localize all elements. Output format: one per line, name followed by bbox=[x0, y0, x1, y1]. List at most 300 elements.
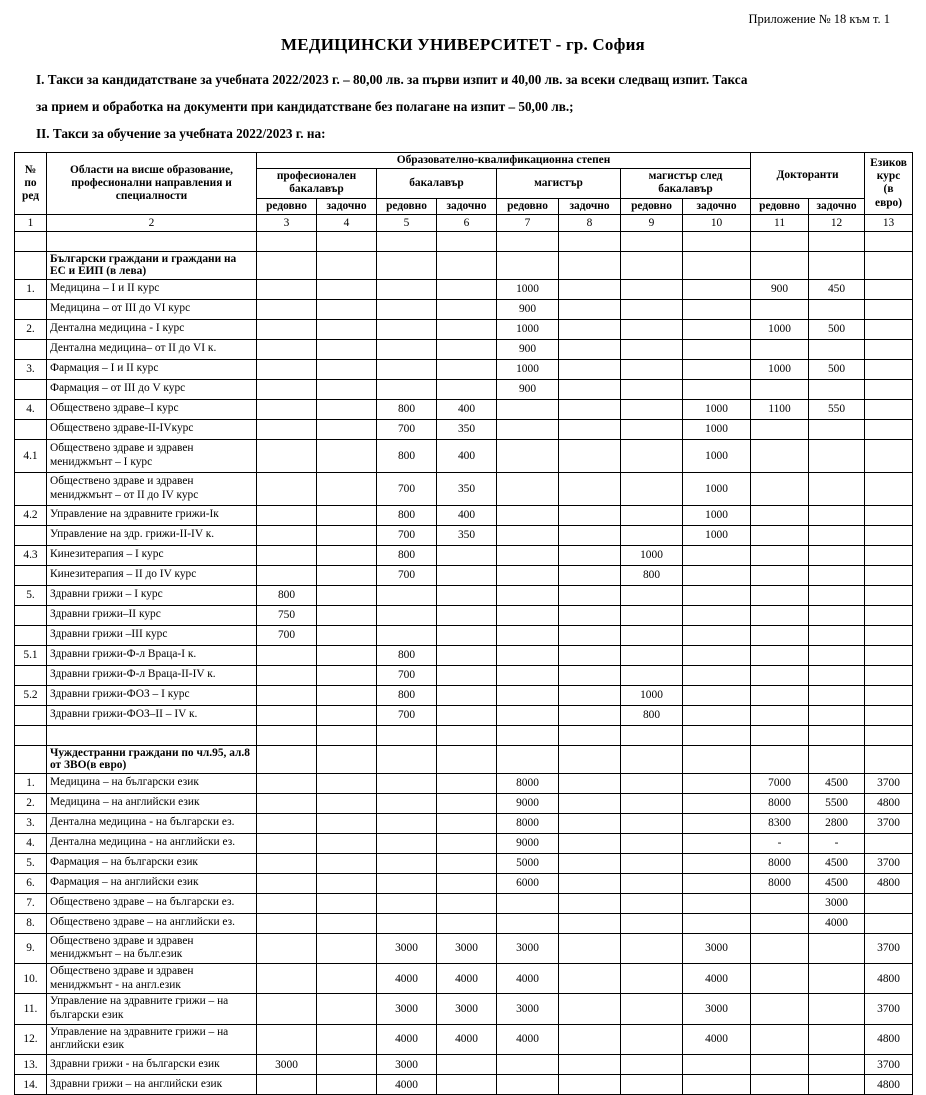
row-value-col12: 500 bbox=[809, 359, 865, 379]
spacer-cell bbox=[559, 231, 621, 251]
row-value-col10 bbox=[683, 893, 751, 913]
gap-cell bbox=[317, 725, 377, 745]
row-value-col9 bbox=[621, 379, 683, 399]
row-value-col12 bbox=[809, 299, 865, 319]
row-value-col13: 4800 bbox=[865, 1024, 913, 1054]
row-value-col11: 1100 bbox=[751, 399, 809, 419]
row-value-col5 bbox=[377, 625, 437, 645]
row-value-col5: 700 bbox=[377, 419, 437, 439]
table-row bbox=[15, 1075, 913, 1095]
intro-text bbox=[36, 67, 904, 146]
row-value-col4 bbox=[317, 625, 377, 645]
row-value-col9 bbox=[621, 964, 683, 994]
row-value-col6 bbox=[437, 585, 497, 605]
table-row bbox=[15, 525, 913, 545]
row-value-col5: 800 bbox=[377, 505, 437, 525]
table-row bbox=[15, 585, 913, 605]
row-value-col6 bbox=[437, 379, 497, 399]
section-empty-cell bbox=[683, 745, 751, 773]
row-value-col11 bbox=[751, 525, 809, 545]
row-value-col8 bbox=[559, 279, 621, 299]
colnum-11: 11 bbox=[751, 214, 809, 231]
row-number: 7. bbox=[15, 893, 47, 913]
table-row bbox=[15, 339, 913, 359]
row-value-col13 bbox=[865, 913, 913, 933]
row-value-col7 bbox=[497, 585, 559, 605]
row-value-col6 bbox=[437, 565, 497, 585]
row-value-col4 bbox=[317, 933, 377, 963]
row-value-col11 bbox=[751, 913, 809, 933]
table-row bbox=[15, 419, 913, 439]
row-field-name: Здравни грижи-ФОЗ–II – IV к. bbox=[47, 705, 257, 725]
row-value-col3 bbox=[257, 299, 317, 319]
row-value-col5: 3000 bbox=[377, 933, 437, 963]
row-value-col10: 1000 bbox=[683, 472, 751, 505]
row-value-col5 bbox=[377, 913, 437, 933]
row-field-name: Дентална медицина - на английски ез. bbox=[47, 833, 257, 853]
row-value-col6 bbox=[437, 665, 497, 685]
row-value-col10: 4000 bbox=[683, 964, 751, 994]
row-value-col13 bbox=[865, 399, 913, 419]
row-value-col11 bbox=[751, 1075, 809, 1095]
row-value-col4 bbox=[317, 439, 377, 472]
row-value-col7: 900 bbox=[497, 299, 559, 319]
row-value-col8 bbox=[559, 853, 621, 873]
row-value-col9 bbox=[621, 913, 683, 933]
row-value-col12: 4500 bbox=[809, 853, 865, 873]
row-field-name: Управление на здравните грижи – на английски език bbox=[47, 1024, 257, 1054]
row-number bbox=[15, 339, 47, 359]
row-value-col6 bbox=[437, 833, 497, 853]
row-value-col13 bbox=[865, 299, 913, 319]
row-value-col13 bbox=[865, 439, 913, 472]
row-value-col12: 450 bbox=[809, 279, 865, 299]
row-value-col12: 5500 bbox=[809, 793, 865, 813]
row-value-col10: 1000 bbox=[683, 419, 751, 439]
row-value-col8 bbox=[559, 994, 621, 1024]
row-value-col13 bbox=[865, 705, 913, 725]
row-field-name: Медицина – I и II курс bbox=[47, 279, 257, 299]
row-value-col3 bbox=[257, 685, 317, 705]
row-value-col11: 900 bbox=[751, 279, 809, 299]
row-value-col5: 700 bbox=[377, 665, 437, 685]
row-value-col5 bbox=[377, 585, 437, 605]
row-value-col4 bbox=[317, 299, 377, 319]
row-value-col8 bbox=[559, 419, 621, 439]
row-value-col9 bbox=[621, 359, 683, 379]
gap-cell bbox=[559, 725, 621, 745]
row-value-col3 bbox=[257, 379, 317, 399]
row-value-col6 bbox=[437, 893, 497, 913]
header-master: магистър bbox=[497, 169, 621, 198]
row-value-col11 bbox=[751, 645, 809, 665]
section-empty-cell bbox=[559, 745, 621, 773]
row-value-col10 bbox=[683, 585, 751, 605]
row-value-col3 bbox=[257, 705, 317, 725]
column-number-row bbox=[15, 214, 913, 231]
row-value-col5: 700 bbox=[377, 565, 437, 585]
section-title: Чуждестранни граждани по чл.95, ал.8 от ЗВО(в евро) bbox=[47, 745, 257, 773]
row-value-col5: 800 bbox=[377, 685, 437, 705]
row-field-name: Обществено здраве и здравен мениджмънт – I курс bbox=[47, 439, 257, 472]
colnum-4: 4 bbox=[317, 214, 377, 231]
row-value-col10 bbox=[683, 793, 751, 813]
row-value-col8 bbox=[559, 585, 621, 605]
section-empty-cell bbox=[317, 745, 377, 773]
row-value-col4 bbox=[317, 913, 377, 933]
header-mode-full-3: редовно bbox=[257, 198, 317, 214]
row-value-col9 bbox=[621, 625, 683, 645]
row-value-col10 bbox=[683, 565, 751, 585]
row-value-col5 bbox=[377, 319, 437, 339]
row-value-col11: 1000 bbox=[751, 319, 809, 339]
row-value-col8 bbox=[559, 645, 621, 665]
row-number bbox=[15, 565, 47, 585]
row-field-name: Фармация – I и II курс bbox=[47, 359, 257, 379]
row-value-col10 bbox=[683, 279, 751, 299]
colnum-9: 9 bbox=[621, 214, 683, 231]
row-value-col6 bbox=[437, 1055, 497, 1075]
row-number bbox=[15, 472, 47, 505]
row-value-col9 bbox=[621, 279, 683, 299]
table-row bbox=[15, 813, 913, 833]
row-value-col4 bbox=[317, 472, 377, 505]
row-field-name: Здравни грижи-Ф-л Враца-II-IV к. bbox=[47, 665, 257, 685]
table-row bbox=[15, 665, 913, 685]
row-value-col5: 3000 bbox=[377, 1055, 437, 1075]
row-value-col6 bbox=[437, 319, 497, 339]
row-value-col9 bbox=[621, 665, 683, 685]
row-value-col11 bbox=[751, 379, 809, 399]
row-number bbox=[15, 419, 47, 439]
row-value-col10 bbox=[683, 813, 751, 833]
row-value-col8 bbox=[559, 685, 621, 705]
row-value-col3 bbox=[257, 319, 317, 339]
table-body bbox=[15, 231, 913, 1095]
colnum-12: 12 bbox=[809, 214, 865, 231]
row-value-col7: 5000 bbox=[497, 853, 559, 873]
section-empty-cell bbox=[621, 745, 683, 773]
row-value-col10 bbox=[683, 685, 751, 705]
row-value-col3: 700 bbox=[257, 625, 317, 645]
row-value-col11: 7000 bbox=[751, 773, 809, 793]
row-value-col11 bbox=[751, 625, 809, 645]
row-value-col11 bbox=[751, 964, 809, 994]
row-value-col7: 8000 bbox=[497, 813, 559, 833]
row-value-col4 bbox=[317, 279, 377, 299]
row-value-col3 bbox=[257, 853, 317, 873]
row-value-col4 bbox=[317, 813, 377, 833]
row-value-col4 bbox=[317, 359, 377, 379]
row-value-col10 bbox=[683, 339, 751, 359]
row-value-col8 bbox=[559, 319, 621, 339]
row-value-col11 bbox=[751, 665, 809, 685]
row-value-col3 bbox=[257, 545, 317, 565]
appendix-reference: Приложение № 18 към т. 1 bbox=[748, 12, 890, 26]
row-number: 1. bbox=[15, 279, 47, 299]
row-value-col5: 4000 bbox=[377, 1024, 437, 1054]
spacer-cell bbox=[437, 231, 497, 251]
row-value-col4 bbox=[317, 893, 377, 913]
row-value-col10 bbox=[683, 773, 751, 793]
row-value-col9 bbox=[621, 472, 683, 505]
row-value-col5 bbox=[377, 379, 437, 399]
header-mode-full-9: редовно bbox=[621, 198, 683, 214]
table-row bbox=[15, 439, 913, 472]
row-value-col7 bbox=[497, 472, 559, 505]
header-mode-part-4: задочно bbox=[317, 198, 377, 214]
row-value-col7 bbox=[497, 1055, 559, 1075]
row-value-col10: 1000 bbox=[683, 439, 751, 472]
row-value-col7: 1000 bbox=[497, 319, 559, 339]
row-value-col6: 350 bbox=[437, 472, 497, 505]
row-value-col5 bbox=[377, 893, 437, 913]
row-value-col5 bbox=[377, 339, 437, 359]
row-value-col3 bbox=[257, 893, 317, 913]
colnum-6: 6 bbox=[437, 214, 497, 231]
row-number: 4. bbox=[15, 399, 47, 419]
row-field-name: Здравни грижи–II курс bbox=[47, 605, 257, 625]
row-value-col12 bbox=[809, 625, 865, 645]
row-value-col12 bbox=[809, 585, 865, 605]
row-field-name: Обществено здраве и здравен мениджмънт – от II до IV курс bbox=[47, 472, 257, 505]
row-value-col7 bbox=[497, 419, 559, 439]
row-value-col9 bbox=[621, 853, 683, 873]
row-value-col6 bbox=[437, 339, 497, 359]
row-value-col4 bbox=[317, 1075, 377, 1095]
row-value-col6 bbox=[437, 913, 497, 933]
table-row bbox=[15, 565, 913, 585]
row-value-col10 bbox=[683, 645, 751, 665]
row-value-col5 bbox=[377, 853, 437, 873]
row-field-name: Медицина – от III до VI курс bbox=[47, 299, 257, 319]
row-value-col11 bbox=[751, 565, 809, 585]
section-empty-cell bbox=[683, 251, 751, 279]
section-header-row bbox=[15, 745, 913, 773]
row-value-col12 bbox=[809, 685, 865, 705]
row-value-col12: 3000 bbox=[809, 893, 865, 913]
row-value-col8 bbox=[559, 339, 621, 359]
table-row bbox=[15, 1055, 913, 1075]
row-value-col11: 8000 bbox=[751, 873, 809, 893]
row-value-col5: 700 bbox=[377, 525, 437, 545]
table-row bbox=[15, 853, 913, 873]
header-mode-part-6: задочно bbox=[437, 198, 497, 214]
row-field-name: Здравни грижи-ФОЗ – I курс bbox=[47, 685, 257, 705]
spacer-cell bbox=[683, 231, 751, 251]
row-value-col3 bbox=[257, 1075, 317, 1095]
row-value-col12 bbox=[809, 645, 865, 665]
row-value-col6 bbox=[437, 605, 497, 625]
row-value-col10 bbox=[683, 705, 751, 725]
row-value-col7: 8000 bbox=[497, 773, 559, 793]
row-number: 4.2 bbox=[15, 505, 47, 525]
row-value-col9 bbox=[621, 299, 683, 319]
row-value-col6: 3000 bbox=[437, 933, 497, 963]
row-value-col8 bbox=[559, 665, 621, 685]
row-value-col3 bbox=[257, 419, 317, 439]
row-value-col10: 1000 bbox=[683, 505, 751, 525]
row-field-name: Здравни грижи – I курс bbox=[47, 585, 257, 605]
gap-cell bbox=[47, 725, 257, 745]
row-value-col5: 800 bbox=[377, 439, 437, 472]
row-value-col3 bbox=[257, 525, 317, 545]
colnum-8: 8 bbox=[559, 214, 621, 231]
row-field-name: Медицина – на български език bbox=[47, 773, 257, 793]
row-value-col13: 4800 bbox=[865, 964, 913, 994]
row-value-col7: 900 bbox=[497, 339, 559, 359]
row-value-col4 bbox=[317, 853, 377, 873]
intro-line-3: II. Такси за обучение за учебната 2022/2023 г. на: bbox=[36, 126, 326, 142]
row-value-col9 bbox=[621, 1075, 683, 1095]
row-value-col7 bbox=[497, 605, 559, 625]
row-number: 5. bbox=[15, 853, 47, 873]
table-row bbox=[15, 913, 913, 933]
row-field-name: Здравни грижи - на български език bbox=[47, 1055, 257, 1075]
row-value-col5: 3000 bbox=[377, 994, 437, 1024]
table-row bbox=[15, 933, 913, 963]
row-value-col8 bbox=[559, 439, 621, 472]
row-value-col7: 3000 bbox=[497, 994, 559, 1024]
gap-cell bbox=[437, 725, 497, 745]
row-value-col13 bbox=[865, 545, 913, 565]
colnum-13: 13 bbox=[865, 214, 913, 231]
row-value-col7: 9000 bbox=[497, 833, 559, 853]
row-value-col6 bbox=[437, 853, 497, 873]
row-number: 3. bbox=[15, 359, 47, 379]
row-value-col8 bbox=[559, 379, 621, 399]
table-row bbox=[15, 1024, 913, 1054]
row-number: 5.1 bbox=[15, 645, 47, 665]
row-value-col3 bbox=[257, 645, 317, 665]
row-value-col7 bbox=[497, 645, 559, 665]
row-value-col6 bbox=[437, 793, 497, 813]
row-value-col13: 3700 bbox=[865, 813, 913, 833]
spacer-cell bbox=[809, 231, 865, 251]
row-value-col10: 4000 bbox=[683, 1024, 751, 1054]
colnum-3: 3 bbox=[257, 214, 317, 231]
row-value-col9 bbox=[621, 833, 683, 853]
row-value-col12: 550 bbox=[809, 399, 865, 419]
spacer-cell bbox=[377, 231, 437, 251]
row-value-col6 bbox=[437, 625, 497, 645]
row-number bbox=[15, 705, 47, 725]
section-empty-cell bbox=[865, 745, 913, 773]
row-value-col13 bbox=[865, 359, 913, 379]
section-empty-cell bbox=[751, 251, 809, 279]
row-value-col6: 400 bbox=[437, 399, 497, 419]
colnum-1: 1 bbox=[15, 214, 47, 231]
table-row bbox=[15, 379, 913, 399]
row-value-col13 bbox=[865, 893, 913, 913]
row-value-col3 bbox=[257, 279, 317, 299]
section-empty-cell bbox=[621, 251, 683, 279]
row-number: 1. bbox=[15, 773, 47, 793]
row-value-col5 bbox=[377, 279, 437, 299]
row-value-col9 bbox=[621, 399, 683, 419]
row-value-col9 bbox=[621, 1055, 683, 1075]
row-value-col13 bbox=[865, 565, 913, 585]
row-value-col5: 4000 bbox=[377, 964, 437, 994]
row-value-col12 bbox=[809, 964, 865, 994]
row-value-col13: 3700 bbox=[865, 773, 913, 793]
section-empty-cell bbox=[437, 251, 497, 279]
row-value-col11: 1000 bbox=[751, 359, 809, 379]
row-value-col13: 4800 bbox=[865, 793, 913, 813]
header-field-name: Области на висше образование, професионални направления и специалности bbox=[47, 153, 257, 214]
row-field-name: Здравни грижи-Ф-л Враца-I к. bbox=[47, 645, 257, 665]
row-number: 8. bbox=[15, 913, 47, 933]
section-gap-row bbox=[15, 725, 913, 745]
row-value-col10 bbox=[683, 359, 751, 379]
row-value-col9 bbox=[621, 319, 683, 339]
row-value-col4 bbox=[317, 873, 377, 893]
row-value-col9 bbox=[621, 439, 683, 472]
row-value-col7 bbox=[497, 665, 559, 685]
table-row bbox=[15, 685, 913, 705]
row-value-col13 bbox=[865, 279, 913, 299]
table-row bbox=[15, 359, 913, 379]
row-value-col9: 800 bbox=[621, 565, 683, 585]
row-value-col12: 4000 bbox=[809, 913, 865, 933]
row-value-col12 bbox=[809, 605, 865, 625]
row-field-name: Обществено здраве и здравен мениджмънт – на бълг.език bbox=[47, 933, 257, 963]
row-value-col11: - bbox=[751, 833, 809, 853]
row-number: 12. bbox=[15, 1024, 47, 1054]
row-field-name: Здравни грижи – на английски език bbox=[47, 1075, 257, 1095]
row-value-col4 bbox=[317, 605, 377, 625]
row-field-name: Фармация – на английски език bbox=[47, 873, 257, 893]
row-value-col13 bbox=[865, 379, 913, 399]
row-value-col8 bbox=[559, 399, 621, 419]
row-value-col11 bbox=[751, 545, 809, 565]
section-empty-cell bbox=[865, 251, 913, 279]
row-value-col12 bbox=[809, 505, 865, 525]
gap-cell bbox=[15, 725, 47, 745]
gap-cell bbox=[809, 725, 865, 745]
row-field-name: Здравни грижи –III курс bbox=[47, 625, 257, 645]
table-row bbox=[15, 645, 913, 665]
row-value-col9: 800 bbox=[621, 705, 683, 725]
row-value-col9 bbox=[621, 339, 683, 359]
spacer-cell bbox=[317, 231, 377, 251]
row-value-col13 bbox=[865, 685, 913, 705]
row-field-name: Обществено здраве-II-IVкурс bbox=[47, 419, 257, 439]
row-field-name: Обществено здраве–I курс bbox=[47, 399, 257, 419]
row-number bbox=[15, 625, 47, 645]
row-value-col8 bbox=[559, 525, 621, 545]
row-value-col3 bbox=[257, 472, 317, 505]
section-empty-cell bbox=[437, 745, 497, 773]
row-value-col7: 3000 bbox=[497, 933, 559, 963]
row-value-col8 bbox=[559, 505, 621, 525]
row-value-col10 bbox=[683, 605, 751, 625]
row-number: 3. bbox=[15, 813, 47, 833]
row-value-col11 bbox=[751, 1055, 809, 1075]
row-value-col4 bbox=[317, 685, 377, 705]
row-value-col13 bbox=[865, 645, 913, 665]
spacer-cell bbox=[257, 231, 317, 251]
row-value-col4 bbox=[317, 665, 377, 685]
row-value-col7 bbox=[497, 625, 559, 645]
gap-cell bbox=[621, 725, 683, 745]
row-number: 5.2 bbox=[15, 685, 47, 705]
row-value-col11 bbox=[751, 605, 809, 625]
gap-cell bbox=[865, 725, 913, 745]
row-value-col11 bbox=[751, 685, 809, 705]
row-value-col10 bbox=[683, 665, 751, 685]
row-value-col4 bbox=[317, 994, 377, 1024]
